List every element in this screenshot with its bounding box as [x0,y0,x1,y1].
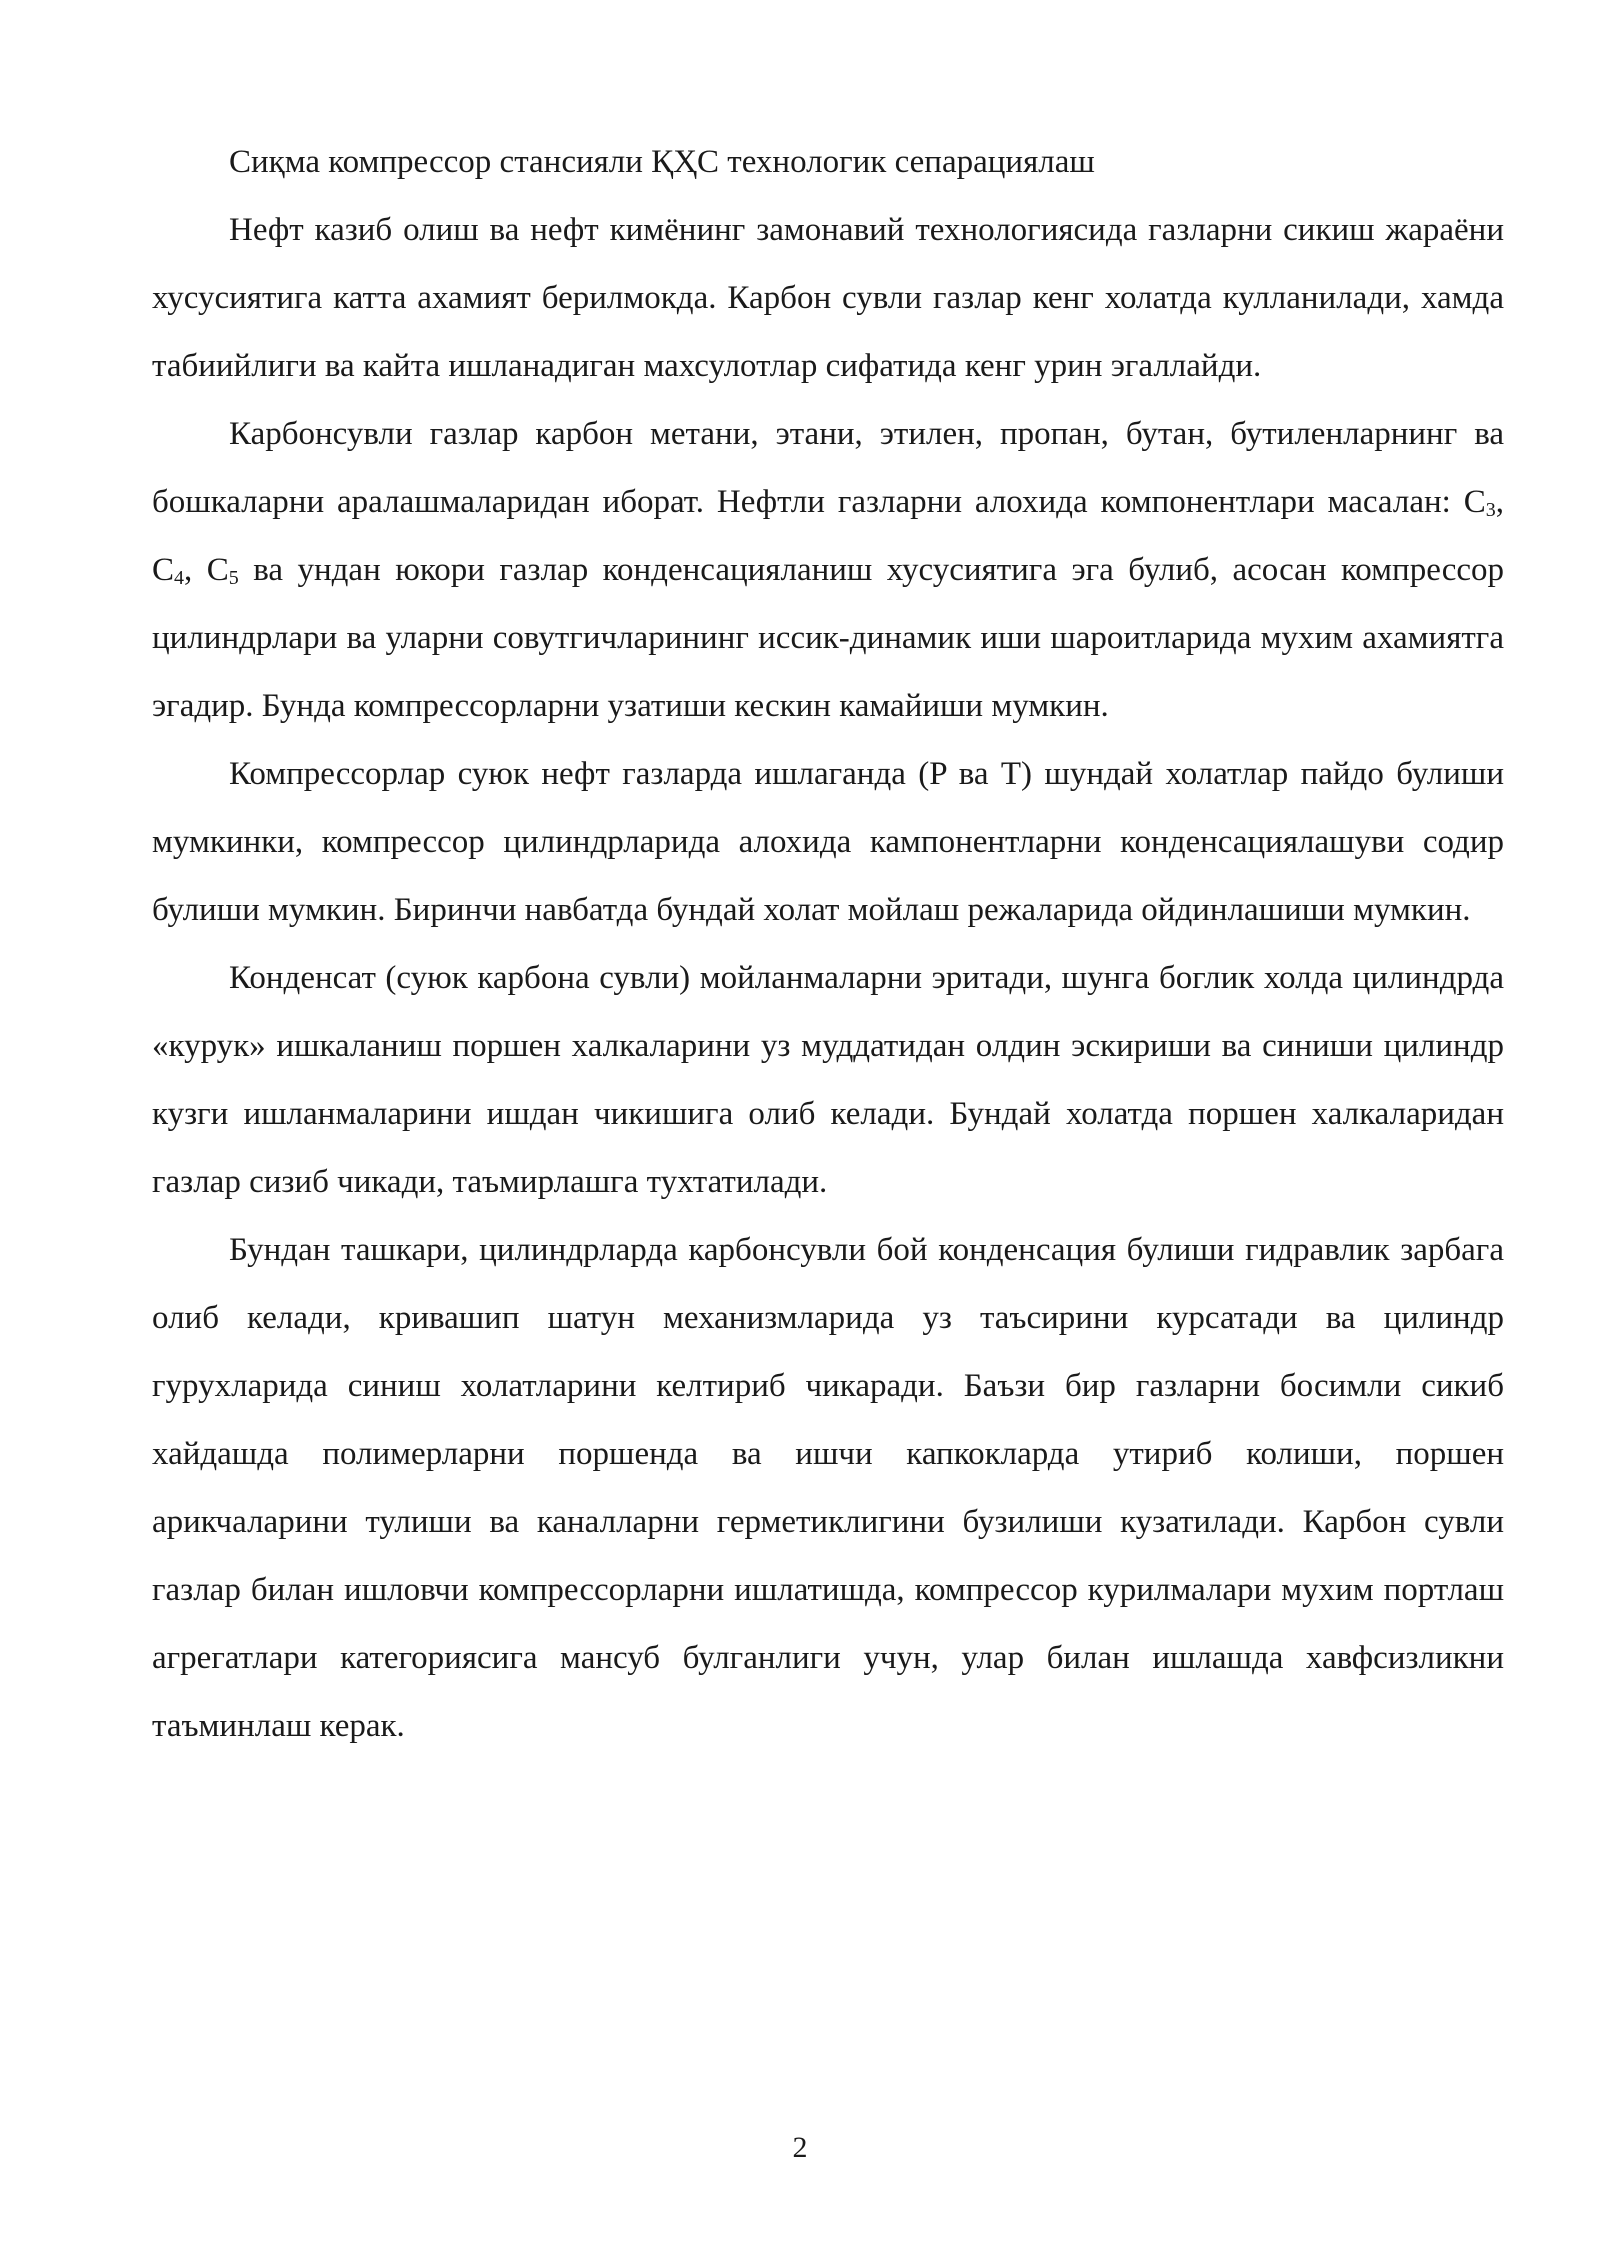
page-number: 2 [792,2131,808,2164]
section-title: Сиқма компрессор стансияли ҚҲС технологик сепарациялаш [229,144,1095,180]
subscript-3: 3 [1485,499,1496,521]
paragraph-3: Компрессорлар суюк нефт газларда ишлаганда (P ва T) шундай холатлар пайдо булиши мумкинки, компрессор цилиндрларида алохида кампонентларни конденсациялашуви содир булиши мумкин. Биринчи навбатда бундай холат мойлаш режаларида ойдинлашиши мумкин. [152,756,1504,928]
paragraph-2-text-before: Карбонсувли газлар карбон метани, этани, этилен, пропан, бутан, бутиленларнинг ва бошкаларни аралашмаларидан иборат. Нефтли газларни алохида компонентлари масалан: C [152,416,1504,520]
paragraph-4: Конденсат (суюк карбона сувли) мойланмаларни эритади, шунга боглик холда цилиндрда «курук» ишкаланиш поршен халкаларини уз муддатидан олдин эскириши ва синиши цилиндр кузги ишланмаларини ишдан чикишига олиб келади. Бундай холатда поршен халкаларидан газлар сизиб чикади, таъмирлашга тухтатилади. [152,960,1504,1200]
separator-2: , C [184,552,229,588]
subscript-4: 4 [174,567,185,589]
paragraph-5: Бундан ташкари, цилиндрларда карбонсувли бой конденсация булиши гидравлик зарбага олиб келади, кривашип шатун механизмларида уз таъсирини курсатади ва цилиндр гурухларида синиш холатларини келтириб чикаради. Баъзи бир газларни босимли сикиб хайдашда полимерларни поршенда ва ишчи капкокларда утириб колиши, поршен арикчаларини тулиши ва каналларни герметиклигини бузилиши кузатилади. Карбон сувли газлар билан ишловчи компрессорларни ишлатишда, компрессор курилмалари мухим портлаш агрегатлари категориясига мансуб булганлиги учун, улар билан ишлашда хавфсизликни таъминлаш керак. [152,1232,1504,1744]
subscript-5: 5 [228,567,239,589]
paragraph-2-text-after: ва ундан юкори газлар конденсацияланиш хусусиятига эга булиб, асосан компрессор цилиндрлари ва уларни совутгичларининг иссик-динамик иши шароитларида мухим ахамиятга эгадир. Бунда компрессорларни узатиши кескин камайиши мумкин. [152,552,1504,724]
paragraph-2 [152,400,1504,740]
page-body [152,128,1504,1760]
paragraph-1: Нефт казиб олиш ва нефт кимёнинг замонавий технологиясида газларни сикиш жараёни хусусиятига катта ахамият берилмокда. Карбон сувли газлар кенг холатда кулланилади, хамда табиийлиги ва кайта ишланадиган махсулотлар сифатида кенг урин эгаллайди. [152,212,1504,384]
separator-1: , C [152,484,1504,588]
